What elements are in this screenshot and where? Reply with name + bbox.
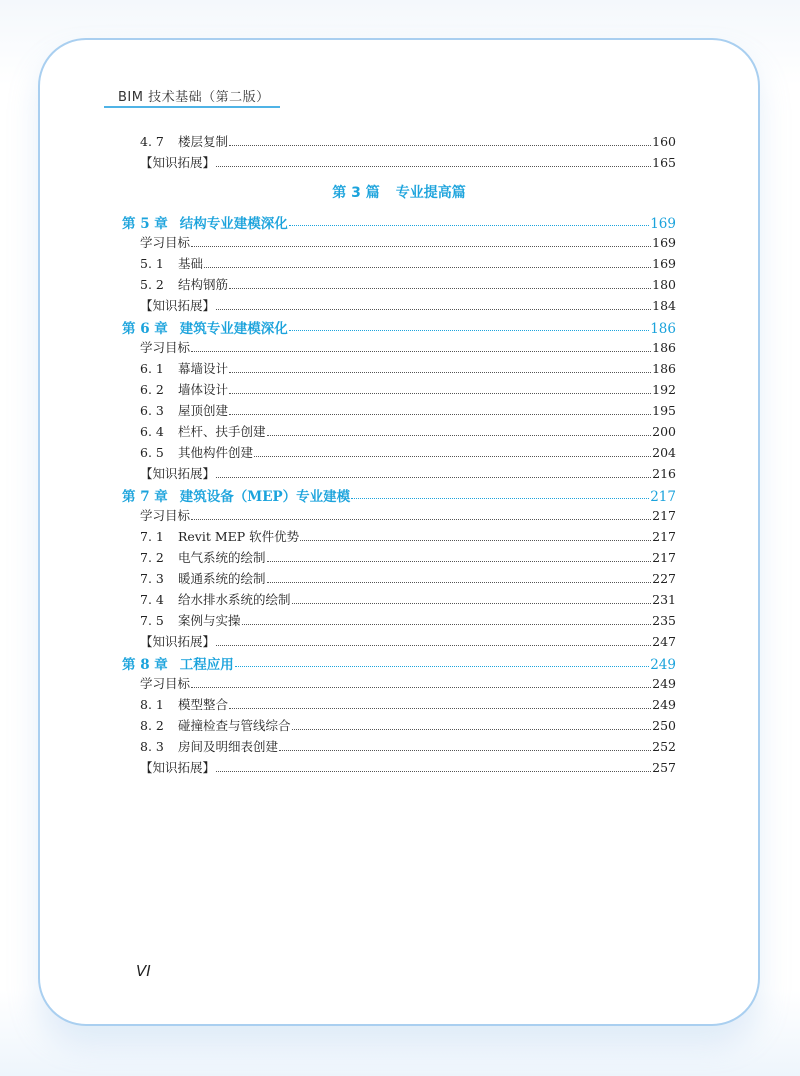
leader-dots <box>216 771 651 772</box>
toc-entry <box>122 716 676 737</box>
leader-dots <box>229 145 651 146</box>
toc-entry-title: 栏杆、扶手创建 <box>178 424 266 439</box>
leader-dots <box>216 309 651 310</box>
toc-entry-title: 其他构件创建 <box>178 445 254 460</box>
toc-entry <box>122 590 676 611</box>
chapter-heading-5 <box>122 212 676 233</box>
toc-entry-page: 235 <box>652 613 676 628</box>
toc-entry-title: 【知识拓展】 <box>140 466 216 481</box>
header-rule <box>104 106 280 108</box>
toc-entry-number: 4. 7 <box>140 134 164 149</box>
toc-entry <box>122 401 676 422</box>
toc-entry-page: 217 <box>652 529 676 544</box>
toc-entry <box>122 758 676 779</box>
toc-entry-number: 6. 4 <box>140 424 164 439</box>
toc-entry-page: 247 <box>652 634 676 649</box>
leader-dots <box>229 414 651 415</box>
leader-dots <box>267 435 651 436</box>
toc-entry-number: 8. 2 <box>140 718 164 733</box>
leader-dots <box>191 687 651 688</box>
leader-dots <box>229 372 651 373</box>
running-header: BIM 技术基础（第二版） <box>118 90 270 105</box>
toc-entry-title: 基础 <box>178 256 204 271</box>
toc-entry-number: 8. 1 <box>140 697 164 712</box>
toc-entry-title: 墙体设计 <box>178 382 229 397</box>
toc-entry-title: 房间及明细表创建 <box>178 739 279 754</box>
leader-dots <box>235 666 649 667</box>
toc-entry-title: 案例与实操 <box>178 613 241 628</box>
leader-dots <box>289 225 649 226</box>
toc-entry <box>122 569 676 590</box>
toc-entry-page: 250 <box>652 718 676 733</box>
part-heading <box>122 174 676 212</box>
leader-dots <box>242 624 651 625</box>
chapter-title: 建筑专业建模深化 <box>179 321 288 337</box>
toc-entry-number: 6. 2 <box>140 382 164 397</box>
toc-entry-title: 电气系统的绘制 <box>178 550 266 565</box>
toc-entry-number: 7. 3 <box>140 571 164 586</box>
leader-dots <box>216 477 651 478</box>
chapter-label: 第 7 章 <box>122 489 168 505</box>
toc-entry-page: 249 <box>652 697 676 712</box>
leader-dots <box>191 519 651 520</box>
toc-entry-title: Revit MEP 软件优势 <box>178 529 300 544</box>
chapter-heading-7 <box>122 485 676 506</box>
leader-dots <box>289 330 649 331</box>
toc-entry-title: 【知识拓展】 <box>140 760 216 775</box>
toc-entry-page: 160 <box>652 134 676 149</box>
toc-entry-title: 【知识拓展】 <box>140 155 216 170</box>
toc-entry-page: 217 <box>652 550 676 565</box>
toc-entry-title: 幕墙设计 <box>178 361 229 376</box>
toc-entry-title: 楼层复制 <box>178 134 229 149</box>
toc-entry-title: 给水排水系统的绘制 <box>178 592 291 607</box>
chapter-title: 工程应用 <box>179 657 234 673</box>
toc-entry <box>122 380 676 401</box>
chapter-heading-6 <box>122 317 676 338</box>
toc-entry-title: 学习目标 <box>140 235 191 250</box>
toc-entry-page: 252 <box>652 739 676 754</box>
toc-entry <box>122 506 676 527</box>
part-label: 第 3 篇 <box>332 185 380 201</box>
toc-entry-number: 7. 4 <box>140 592 164 607</box>
toc-entry <box>122 674 676 695</box>
toc-entry <box>122 422 676 443</box>
leader-dots <box>292 603 651 604</box>
chapter-page: 186 <box>650 321 676 337</box>
toc-entry-number: 8. 3 <box>140 739 164 754</box>
leader-dots <box>292 729 651 730</box>
toc-entry <box>122 737 676 758</box>
toc-entry-page: 217 <box>652 508 676 523</box>
leader-dots <box>191 246 651 247</box>
toc-entry-title: 模型整合 <box>178 697 229 712</box>
leader-dots <box>229 708 651 709</box>
table-of-contents <box>122 132 676 779</box>
part-title: 专业提高篇 <box>395 185 466 201</box>
toc-entry-title: 学习目标 <box>140 676 191 691</box>
toc-entry-title: 暖通系统的绘制 <box>178 571 266 586</box>
toc-entry-page: 184 <box>652 298 676 313</box>
toc-entry-page: 186 <box>652 340 676 355</box>
toc-entry-page: 257 <box>652 760 676 775</box>
toc-entry-title: 学习目标 <box>140 508 191 523</box>
toc-entry-page: 169 <box>652 256 676 271</box>
toc-entry-number: 7. 5 <box>140 613 164 628</box>
toc-entry-page: 231 <box>652 592 676 607</box>
toc-entry <box>122 359 676 380</box>
toc-entry <box>122 464 676 485</box>
leader-dots <box>351 498 649 499</box>
toc-entry <box>122 443 676 464</box>
toc-entry-title: 碰撞检查与管线综合 <box>178 718 291 733</box>
chapter-label: 第 5 章 <box>122 216 168 232</box>
leader-dots <box>216 645 651 646</box>
toc-entry-title: 【知识拓展】 <box>140 634 216 649</box>
toc-entry <box>122 548 676 569</box>
leader-dots <box>279 750 651 751</box>
toc-entry-number: 6. 3 <box>140 403 164 418</box>
toc-entry-number: 5. 2 <box>140 277 164 292</box>
toc-entry <box>122 153 676 174</box>
toc-entry-page: 186 <box>652 361 676 376</box>
leader-dots <box>267 582 651 583</box>
toc-entry <box>122 296 676 317</box>
leader-dots <box>204 267 651 268</box>
toc-entry-page: 249 <box>652 676 676 691</box>
toc-entry-page: 169 <box>652 235 676 250</box>
leader-dots <box>229 393 651 394</box>
chapter-page: 217 <box>650 489 676 505</box>
toc-entry-number: 7. 1 <box>140 529 164 544</box>
toc-entry-title: 屋顶创建 <box>178 403 229 418</box>
toc-entry-page: 180 <box>652 277 676 292</box>
toc-entry-page: 227 <box>652 571 676 586</box>
chapter-title: 建筑设备（MEP）专业建模 <box>179 489 351 505</box>
toc-entry-number: 5. 1 <box>140 256 164 271</box>
toc-entry-title: 【知识拓展】 <box>140 298 216 313</box>
toc-entry <box>122 632 676 653</box>
chapter-page: 169 <box>650 216 676 232</box>
toc-entry <box>122 132 676 153</box>
toc-entry <box>122 254 676 275</box>
chapter-label: 第 6 章 <box>122 321 168 337</box>
toc-entry-page: 216 <box>652 466 676 481</box>
toc-entry-page: 165 <box>652 155 676 170</box>
toc-entry-title: 结构钢筋 <box>178 277 229 292</box>
toc-entry-number: 6. 1 <box>140 361 164 376</box>
toc-entry <box>122 233 676 254</box>
toc-entry-page: 200 <box>652 424 676 439</box>
chapter-heading-8 <box>122 653 676 674</box>
toc-entry <box>122 695 676 716</box>
toc-entry-number: 6. 5 <box>140 445 164 460</box>
leader-dots <box>254 456 651 457</box>
chapter-page: 249 <box>650 657 676 673</box>
toc-entry <box>122 275 676 296</box>
toc-entry-page: 195 <box>652 403 676 418</box>
toc-entry-page: 204 <box>652 445 676 460</box>
leader-dots <box>267 561 651 562</box>
toc-entry-page: 192 <box>652 382 676 397</box>
toc-entry-number: 7. 2 <box>140 550 164 565</box>
toc-entry <box>122 338 676 359</box>
leader-dots <box>216 166 651 167</box>
toc-entry-title: 学习目标 <box>140 340 191 355</box>
toc-entry <box>122 611 676 632</box>
toc-entry <box>122 527 676 548</box>
chapter-label: 第 8 章 <box>122 657 168 673</box>
chapter-title: 结构专业建模深化 <box>179 216 288 232</box>
page-folio: VI <box>136 962 151 980</box>
leader-dots <box>229 288 651 289</box>
leader-dots <box>300 540 651 541</box>
leader-dots <box>191 351 651 352</box>
